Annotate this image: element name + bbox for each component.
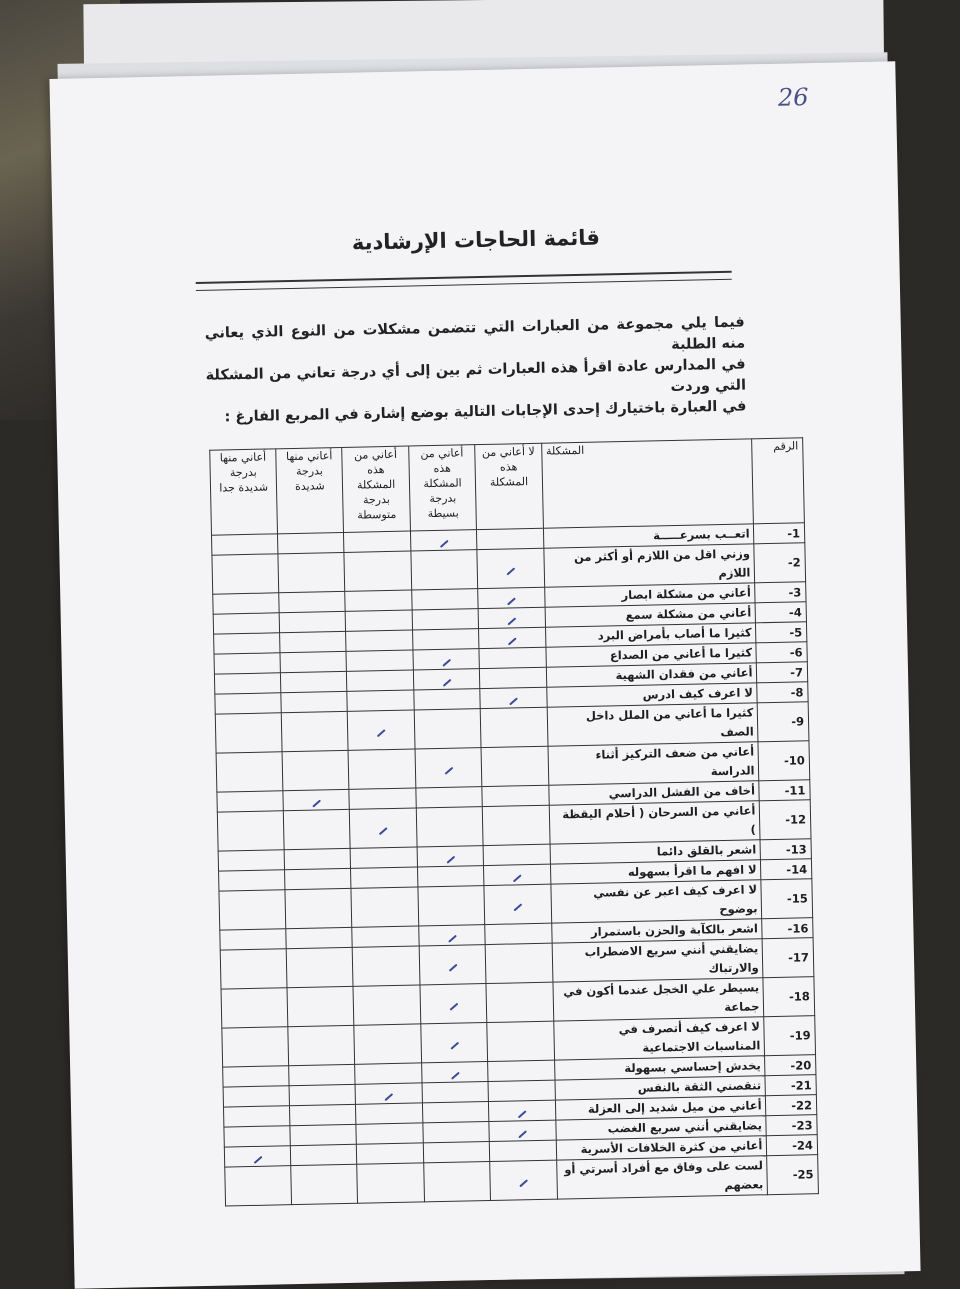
answer-cell[interactable] — [482, 785, 549, 806]
instructions-line: في المدارس عادة اقرأ هذه العبارات ثم بين إلى أي درجة تعاني من المشكلة التي وردت — [205, 356, 747, 396]
answer-cell[interactable] — [352, 926, 419, 947]
answer-cell[interactable] — [224, 1126, 291, 1147]
table-header-row — [210, 438, 805, 535]
answer-cell[interactable] — [215, 693, 282, 714]
answer-cell[interactable] — [289, 1084, 356, 1105]
row-number: 6- — [756, 642, 807, 663]
answer-cell[interactable] — [214, 653, 281, 674]
row-problem-text: يخدش إحساسي بسهولة — [554, 1056, 765, 1080]
answer-cell[interactable] — [280, 651, 347, 672]
answer-cell[interactable] — [478, 607, 545, 628]
answer-cell[interactable] — [480, 667, 547, 688]
row-problem-text: لا اعرف كيف اعبر عن نفسي بوضوح — [551, 880, 763, 923]
header-problem: المشكلة — [541, 439, 753, 528]
answer-cell[interactable] — [484, 884, 551, 924]
answer-cell[interactable] — [478, 587, 545, 608]
answer-cell[interactable] — [490, 1140, 557, 1161]
answer-cell[interactable] — [278, 532, 345, 553]
row-problem-text: وزني اقل من اللازم أو أكثر من اللازم — [544, 544, 756, 587]
checkmark-icon — [448, 964, 457, 972]
row-number: 23- — [766, 1115, 817, 1136]
answer-cell[interactable] — [212, 554, 279, 594]
row-number: 19- — [764, 1016, 815, 1056]
row-number: 17- — [763, 938, 814, 978]
answer-cell[interactable] — [222, 1027, 289, 1067]
checkmark-icon — [513, 874, 522, 882]
row-number: 12- — [760, 800, 811, 840]
answer-cell[interactable] — [291, 1164, 358, 1204]
checkmark-icon — [450, 1042, 459, 1050]
row-number: 2- — [754, 543, 805, 583]
answer-cell[interactable] — [490, 1160, 557, 1200]
document-page — [49, 61, 920, 1288]
header-option-mild: أعاني من هذه المشكلة بدرجة بسيطة — [409, 445, 477, 531]
answer-cell[interactable] — [287, 986, 354, 1026]
answer-cell[interactable] — [412, 629, 479, 650]
answer-cell[interactable] — [480, 687, 547, 708]
answer-cell[interactable] — [217, 791, 284, 812]
row-number: 20- — [765, 1055, 816, 1076]
answer-cell[interactable] — [484, 864, 551, 885]
answer-cell[interactable] — [354, 1024, 421, 1064]
answer-cell[interactable] — [216, 752, 283, 792]
answer-cell[interactable] — [223, 1066, 290, 1087]
answer-cell[interactable] — [212, 534, 279, 555]
answer-cell[interactable] — [422, 1082, 489, 1103]
answer-cell[interactable] — [355, 1063, 422, 1084]
checkmark-icon — [513, 903, 522, 911]
answer-cell[interactable] — [416, 807, 483, 847]
answer-cell[interactable] — [282, 750, 349, 790]
answer-cell[interactable] — [414, 709, 481, 749]
answer-cell[interactable] — [220, 929, 287, 950]
row-number: 5- — [756, 622, 807, 643]
page-number: 26 — [777, 83, 809, 112]
answer-cell[interactable] — [481, 746, 548, 786]
checkmark-icon — [444, 767, 453, 775]
needs-table — [209, 437, 819, 1206]
answer-cell[interactable] — [283, 789, 350, 810]
instructions-line: فيما يلي مجموعة من العبارات التي تتضمن مشكلات من النوع الذي يعاني منه الطلبة — [204, 314, 746, 354]
row-problem-text: يضايقني أنني سريع الاضطراب والارتباك — [552, 939, 764, 982]
answer-cell[interactable] — [420, 984, 487, 1024]
row-problem-text: أعاني من ضعف التركيز أثناء الدراسة — [548, 742, 760, 785]
answer-cell[interactable] — [483, 844, 550, 865]
answer-cell[interactable] — [289, 1064, 356, 1085]
answer-cell[interactable] — [413, 669, 480, 690]
answer-cell[interactable] — [279, 591, 346, 612]
answer-cell[interactable] — [421, 1023, 488, 1063]
row-problem-text: كثيرا ما أصاب بأمراض البرد — [545, 623, 756, 647]
answer-cell[interactable] — [479, 647, 546, 668]
answer-cell[interactable] — [347, 690, 414, 711]
answer-cell[interactable] — [421, 1062, 488, 1083]
checkmark-icon — [442, 678, 451, 686]
checkmark-icon — [507, 617, 516, 625]
answer-cell[interactable] — [285, 888, 352, 928]
checkmark-icon — [518, 1130, 527, 1138]
answer-cell[interactable] — [412, 589, 479, 610]
answer-cell[interactable] — [351, 887, 418, 927]
answer-cell[interactable] — [220, 949, 287, 989]
answer-cell[interactable] — [223, 1086, 290, 1107]
answer-cell[interactable] — [418, 886, 485, 926]
answer-cell[interactable] — [221, 988, 288, 1028]
answer-cell[interactable] — [213, 613, 280, 634]
answer-cell[interactable] — [345, 590, 412, 611]
row-problem-text: لا افهم ما اقرأ بسهوله — [550, 860, 761, 884]
answer-cell[interactable] — [278, 552, 345, 592]
answer-cell[interactable] — [479, 627, 546, 648]
row-number: 9- — [758, 702, 809, 742]
checkmark-icon — [439, 539, 448, 547]
answer-cell[interactable] — [410, 530, 477, 551]
answer-cell[interactable] — [290, 1104, 357, 1125]
answer-cell[interactable] — [291, 1144, 358, 1165]
row-problem-text: يضايقني أنني سريع الغضب — [556, 1116, 767, 1140]
answer-cell[interactable] — [486, 982, 553, 1022]
checkmark-icon — [508, 637, 517, 645]
answer-cell[interactable] — [218, 850, 285, 871]
checkmark-icon — [448, 934, 457, 942]
checkmark-icon — [518, 1110, 527, 1118]
answer-cell[interactable] — [414, 689, 481, 710]
answer-cell[interactable] — [356, 1123, 423, 1144]
answer-cell[interactable] — [215, 713, 282, 753]
row-number: 7- — [757, 662, 808, 683]
row-number: 24- — [767, 1135, 818, 1156]
answer-cell[interactable] — [424, 1162, 491, 1202]
checkmark-icon — [449, 1003, 458, 1011]
answer-cell[interactable] — [225, 1166, 292, 1206]
header-option-none: لا أعاني من هذه المشكلة — [475, 443, 543, 529]
answer-cell[interactable] — [353, 946, 420, 986]
checkmark-icon — [506, 567, 515, 575]
row-problem-text: كثيرا ما أعاني من الملل داخل الصف — [547, 703, 759, 746]
answer-cell[interactable] — [344, 551, 411, 591]
answer-cell[interactable] — [415, 748, 482, 788]
row-number: 16- — [762, 918, 813, 939]
instructions-paragraph — [205, 312, 747, 428]
row-problem-text: لا اعرف كيف أتصرف في المناسبات الاجتماعية — [553, 1017, 765, 1060]
answer-cell[interactable] — [417, 866, 484, 887]
row-problem-text: أعاني من السرحان ( أحلام اليقظة ) — [549, 801, 761, 844]
answer-cell[interactable] — [417, 846, 484, 867]
answer-cell[interactable] — [488, 1080, 555, 1101]
answer-cell[interactable] — [348, 749, 415, 789]
checkmark-icon — [377, 729, 386, 737]
row-problem-text: اتعــب بسرعـــــة — [543, 524, 754, 548]
row-number: 8- — [757, 682, 808, 703]
answer-cell[interactable] — [357, 1163, 424, 1203]
row-problem-text: أعاني من ميل شديد إلى العزلة — [555, 1096, 766, 1120]
answer-cell[interactable] — [284, 848, 351, 869]
answer-cell[interactable] — [213, 593, 280, 614]
answer-cell[interactable] — [284, 809, 351, 849]
answer-cell[interactable] — [214, 633, 281, 654]
answer-cell[interactable] — [214, 673, 281, 694]
answer-cell[interactable] — [285, 868, 352, 889]
answer-cell[interactable] — [357, 1143, 424, 1164]
answer-cell[interactable] — [488, 1060, 555, 1081]
header-option-moderate: أعاني من هذه المشكلة بدرجة متوسطة — [342, 446, 410, 532]
checkmark-icon — [507, 597, 516, 605]
row-problem-text: اشعر بالكآبة والحزن باستمرار — [551, 919, 762, 943]
answer-cell[interactable] — [480, 707, 547, 747]
row-number: 15- — [761, 879, 812, 919]
row-number: 3- — [755, 582, 806, 603]
row-problem-text: تنقصني الثقة بالنفس — [555, 1076, 766, 1100]
answer-cell[interactable] — [346, 610, 413, 631]
answer-cell[interactable] — [348, 710, 415, 750]
row-number: 13- — [760, 839, 811, 860]
row-number: 11- — [759, 780, 810, 801]
row-number: 21- — [765, 1075, 816, 1096]
answer-cell[interactable] — [219, 870, 286, 891]
answer-cell[interactable] — [485, 943, 552, 983]
answer-cell[interactable] — [281, 671, 348, 692]
checkmark-icon — [519, 1179, 528, 1187]
answer-cell[interactable] — [286, 947, 353, 987]
answer-cell[interactable] — [288, 1025, 355, 1065]
answer-cell[interactable] — [489, 1100, 556, 1121]
answer-cell[interactable] — [413, 649, 480, 670]
answer-cell[interactable] — [290, 1124, 357, 1145]
row-number: 1- — [754, 523, 805, 544]
header-option-severe: أعاني منها بدرجة شديدة — [276, 447, 344, 533]
answer-cell[interactable] — [477, 548, 544, 588]
answer-cell[interactable] — [279, 611, 346, 632]
row-problem-text: أعاني من مشكلة ابصار — [544, 583, 755, 607]
row-problem-text: يسيطر علي الخجل عندما أكون في جماعة — [553, 978, 765, 1021]
row-problem-text: أخاف من الفشل الدراسي — [549, 781, 760, 805]
answer-cell[interactable] — [422, 1102, 489, 1123]
answer-cell[interactable] — [351, 847, 418, 868]
answer-cell[interactable] — [423, 1122, 490, 1143]
answer-cell[interactable] — [281, 711, 348, 751]
checkmark-icon — [442, 658, 451, 666]
answer-cell[interactable] — [223, 1106, 290, 1127]
answer-cell[interactable] — [286, 927, 353, 948]
answer-cell[interactable] — [487, 1021, 554, 1061]
checkmark-icon — [446, 855, 455, 863]
answer-cell[interactable] — [477, 528, 544, 549]
answer-cell[interactable] — [344, 531, 411, 552]
checkmark-icon — [253, 1155, 262, 1163]
answer-cell[interactable] — [485, 923, 552, 944]
answer-cell[interactable] — [355, 1083, 422, 1104]
checkmark-icon — [385, 1093, 394, 1101]
row-number: 14- — [761, 859, 812, 880]
answer-cell[interactable] — [419, 925, 486, 946]
row-problem-text: أعاني من كثرة الخلافات الأسرية — [556, 1136, 767, 1160]
row-problem-text: لست على وفاق مع أفراد أسرتي أو بعضهم — [556, 1156, 768, 1199]
row-number: 22- — [766, 1095, 817, 1116]
answer-cell[interactable] — [411, 550, 478, 590]
checkmark-icon — [312, 799, 321, 807]
answer-cell[interactable] — [489, 1120, 556, 1141]
answer-cell[interactable] — [224, 1146, 291, 1167]
answer-cell[interactable] — [350, 808, 417, 848]
row-problem-text: أعاني من مشكلة سمع — [545, 603, 756, 627]
answer-cell[interactable] — [423, 1142, 490, 1163]
answer-cell[interactable] — [346, 650, 413, 671]
answer-cell[interactable] — [412, 609, 479, 630]
checkmark-icon — [451, 1071, 460, 1079]
checkmark-icon — [379, 827, 388, 835]
page-title: قائمة الحاجات الإرشادية — [351, 225, 601, 255]
row-number: 25- — [767, 1155, 818, 1195]
header-option-very-severe: أعاني منها بدرجة شديدة جدا — [210, 449, 278, 535]
answer-cell[interactable] — [351, 867, 418, 888]
answer-cell[interactable] — [483, 805, 550, 845]
row-problem-text: لا اعرف كيف ادرس — [546, 683, 757, 707]
row-number: 18- — [763, 977, 814, 1017]
answer-cell[interactable] — [346, 630, 413, 651]
row-number: 10- — [758, 741, 809, 781]
header-number: الرقم — [752, 438, 804, 524]
answer-cell[interactable] — [347, 670, 414, 691]
answer-cell[interactable] — [219, 890, 286, 930]
answer-cell[interactable] — [356, 1103, 423, 1124]
row-number: 4- — [756, 602, 807, 623]
answer-cell[interactable] — [217, 811, 284, 851]
answer-cell[interactable] — [419, 945, 486, 985]
instructions-line: في العبارة باختيارك إحدى الإجابات التالية بوضع إشارة في المربع الفارغ : — [224, 398, 747, 426]
answer-cell[interactable] — [349, 788, 416, 809]
row-problem-text: اشعر بالقلق دائما — [550, 840, 761, 864]
title-divider — [196, 271, 732, 284]
checkmark-icon — [509, 697, 518, 705]
answer-cell[interactable] — [281, 691, 348, 712]
answer-cell[interactable] — [416, 787, 483, 808]
row-problem-text: كثيرا ما أعاني من الصداع — [546, 643, 757, 667]
answer-cell[interactable] — [280, 631, 347, 652]
row-problem-text: أعاني من فقدان الشهية — [546, 663, 757, 687]
answer-cell[interactable] — [353, 985, 420, 1025]
